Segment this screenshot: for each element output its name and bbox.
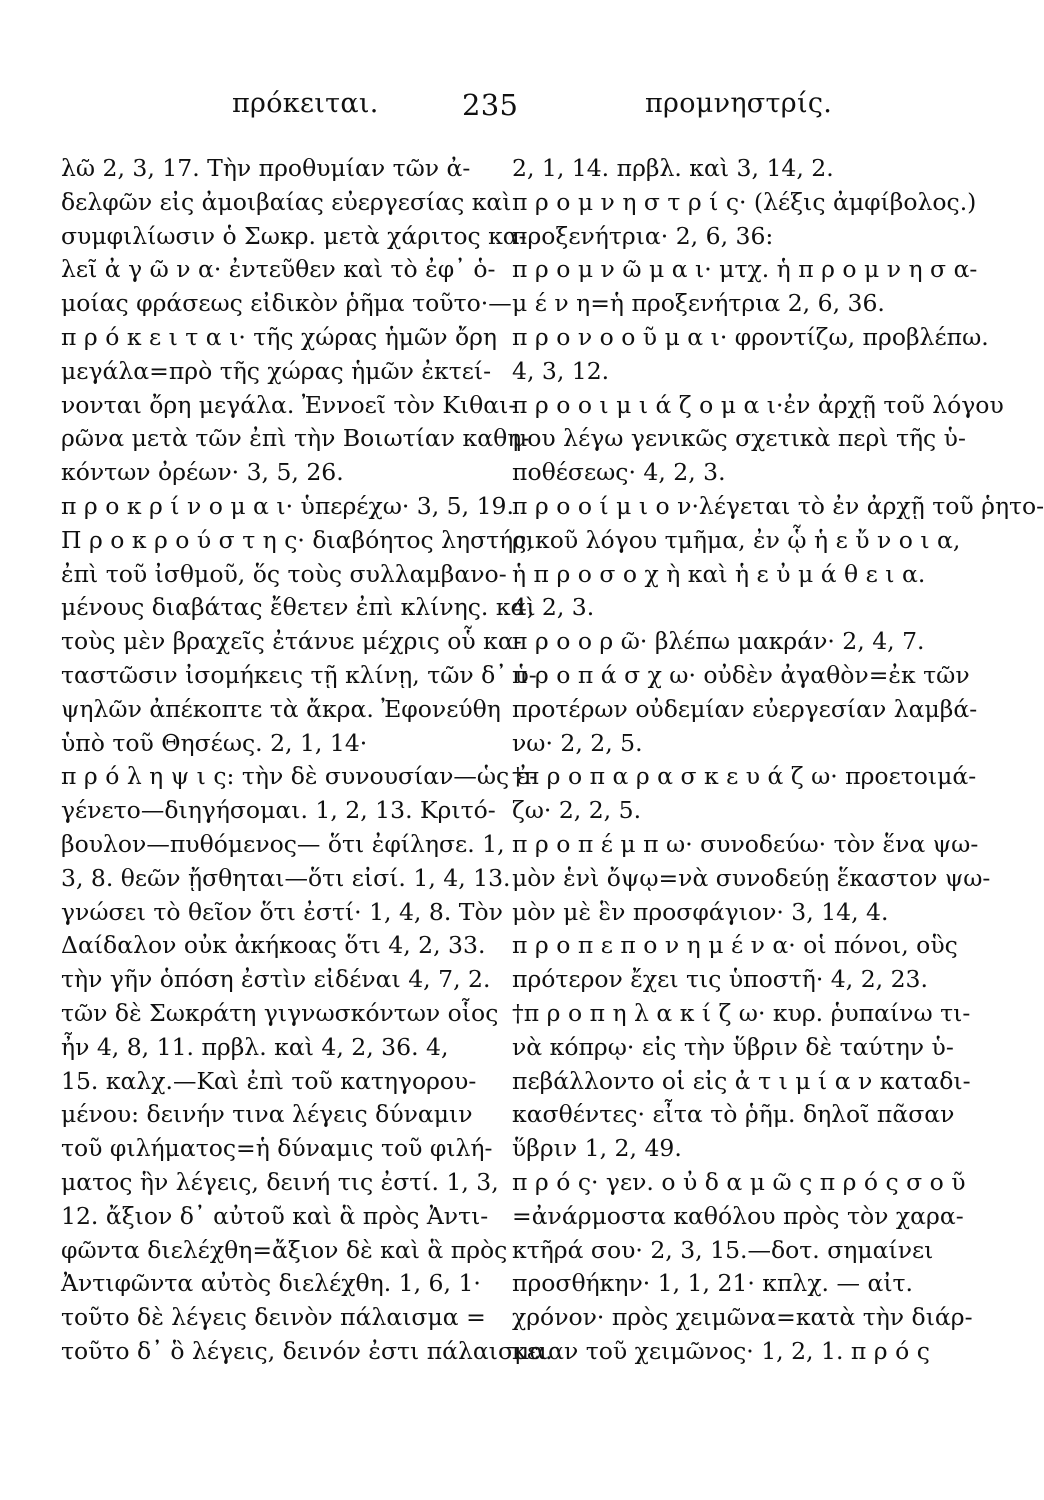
text-line: προξενήτρια· 2, 6, 36:: [512, 221, 774, 250]
text-line: πρότερον ἔχει τις ὑποστῆ· 4, 2, 23.: [512, 965, 928, 994]
text-line: π ρ ο ο ι μ ι ά ζ ο μ α ι·ἐν ἀρχῇ τοῦ λόγου: [512, 390, 1004, 419]
text-line: προτέρων οὐδεμίαν εὐεργεσίαν λαμβά-: [512, 694, 978, 723]
text-line: Ἀντιφῶντα αὐτὸς διελέχθη. 1, 6, 1·: [61, 1269, 481, 1298]
text-line: π ρ ό λ η ψ ι ς: τὴν δὲ συνουσίαν—ὡς ἐ-: [61, 762, 538, 791]
text-line: ποθέσεως· 4, 2, 3.: [512, 458, 726, 487]
text-line: †π ρ ο π α ρ α σ κ ε υ ά ζ ω· προετοιμά-: [512, 762, 977, 791]
left-column: [61, 152, 553, 1369]
text-line: χρόνον· πρὸς χειμῶνα=κατὰ τὴν διάρ-: [512, 1303, 973, 1332]
text-line: δελφῶν εἰς ἀμοιβαίας εὐεργεσίας καὶ: [61, 187, 512, 216]
right-column: [512, 152, 1044, 1369]
text-line: βουλον—πυθόμενος— ὅτι ἐφίλησε. 1,: [61, 829, 505, 858]
text-line: ζω· 2, 2, 5.: [512, 796, 642, 825]
running-head-left-keyword: πρόκειται.: [232, 88, 379, 119]
text-line: κόντων ὀρέων· 3, 5, 26.: [61, 458, 344, 487]
text-line: Π ρ ο κ ρ ο ύ σ τ η ς· διαβόητος ληστής,: [61, 525, 534, 554]
text-line: π ρ ο μ ν η σ τ ρ ί ς· (λέξις ἀμφίβολος.): [512, 187, 977, 216]
text-line: μοίας φράσεως εἰδικὸν ῥῆμα τοῦτο·—: [61, 289, 512, 318]
text-line: φῶντα διελέχθη=ἄξιον δὲ καὶ ἃ πρὸς: [61, 1235, 508, 1264]
text-line: 15. καλχ.—Καὶ ἐπὶ τοῦ κατηγορου-: [61, 1066, 477, 1095]
text-line: =ἀνάρμοστα καθόλου πρὸς τὸν χαρα-: [512, 1201, 964, 1230]
running-head-right-keyword: προμνηστρίς.: [645, 88, 833, 119]
text-line: π ρ ο ο ί μ ι ο ν·λέγεται τὸ ἐν ἀρχῇ τοῦ ῥητο-: [512, 491, 1044, 520]
text-line: νονται ὄρη μεγάλα. Ἐννοεῖ τὸν Κιθαι-: [61, 390, 517, 419]
text-line: 2, 1, 14. πρβλ. καὶ 3, 14, 2.: [512, 154, 834, 182]
page-number: 235: [462, 88, 519, 122]
text-line: π ρ ο μ ν ῶ μ α ι· μτχ. ἡ π ρ ο μ ν η σ α-: [512, 255, 978, 284]
text-line: τοῦτο δ᾿ ὃ λέγεις, δεινόν ἐστι πάλαισμα.: [61, 1336, 553, 1365]
text-line: ἦν 4, 8, 11. πρβλ. καὶ 4, 2, 36. 4,: [61, 1032, 449, 1061]
text-line: πεβάλλοντο οἱ εἰς ἀ τ ι μ ί α ν καταδι-: [512, 1066, 971, 1095]
text-line: π ρ ο π ά σ χ ω· οὐδὲν ἀγαθὸν=ἐκ τῶν: [512, 660, 970, 689]
text-line: τοῦτο δὲ λέγεις δεινὸν πάλαισμα =: [61, 1303, 486, 1332]
text-line: κειαν τοῦ χειμῶνος· 1, 2, 1. π ρ ό ς: [512, 1336, 930, 1365]
text-line: μὸν μὲ ἓν προσφάγιον· 3, 14, 4.: [512, 897, 889, 926]
text-line: ψηλῶν ἀπέκοπτε τὰ ἄκρα. Ἐφονεύθη: [61, 694, 501, 723]
text-line: 3, 8. θεῶν ᾔσθηται—ὅτι εἰσί. 1, 4, 13.: [61, 863, 511, 892]
text-line: τοὺς μὲν βραχεῖς ἐτάνυε μέχρις οὗ κα-: [61, 627, 522, 656]
text-line: προσθήκην· 1, 1, 21· κπλχ. — αἰτ.: [512, 1269, 914, 1298]
text-line: ματος ἣν λέγεις, δεινή τις ἐστί. 1, 3,: [61, 1167, 499, 1196]
text-line: ὕβριν 1, 2, 49.: [512, 1134, 682, 1163]
text-line: π ρ ο ν ο ο ῦ μ α ι· φροντίζω, προβλέπω.: [512, 322, 989, 351]
text-line: ἡ π ρ ο σ ο χ ὴ καὶ ἡ ε ὐ μ ά θ ε ι α.: [512, 559, 926, 588]
text-line: συμφιλίωσιν ὁ Σωκρ. μετὰ χάριτος κα-: [61, 221, 527, 250]
text-line: π ρ ό κ ε ι τ α ι· τῆς χώρας ἡμῶν ὄρη: [61, 322, 498, 351]
text-line: μὸν ἑνὶ ὄψῳ=νὰ συνοδεύῃ ἕκαστον ψω-: [512, 863, 991, 892]
text-line: ρῶνα μετὰ τῶν ἐπὶ τὴν Βοιωτίαν καθη-: [61, 424, 530, 453]
text-line: νω· 2, 2, 5.: [512, 728, 643, 757]
text-line: ὑπὸ τοῦ Θησέως. 2, 1, 14·: [61, 728, 368, 757]
text-line: π ρ ο κ ρ ί ν ο μ α ι· ὑπερέχω· 3, 5, 19.: [61, 491, 514, 520]
text-line: π ρ ό ς· γεν. ο ὐ δ α μ ῶ ς π ρ ό ς σ ο ῦ: [512, 1167, 966, 1196]
text-line: μεγάλα=πρὸ τῆς χώρας ἡμῶν ἐκτεί-: [61, 356, 492, 385]
text-line: λεῖ ἀ γ ῶ ν α· ἐντεῦθεν καὶ τὸ ἐφ᾿ ὁ-: [61, 255, 496, 284]
text-line: π ρ ο π ε π ο ν η μ έ ν α· οἱ πόνοι, οὓς: [512, 931, 958, 960]
text-line: λῶ 2, 3, 17. Τὴν προθυμίαν τῶν ἀ-: [61, 154, 471, 182]
text-line: τοῦ φιλήματος=ἡ δύναμις τοῦ φιλή-: [61, 1134, 493, 1163]
text-line: κτῆρά σου· 2, 3, 15.—δοτ. σημαίνει: [512, 1235, 934, 1264]
text-line: γένετο—διηγήσομαι. 1, 2, 13. Κριτό-: [61, 796, 496, 825]
text-line: †π ρ ο π η λ α κ ί ζ ω· κυρ. ῥυπαίνω τι-: [512, 998, 971, 1027]
text-line: π ρ ο π έ μ π ω· συνοδεύω· τὸν ἕνα ψω-: [512, 829, 979, 858]
text-line: τῶν δὲ Σωκράτη γιγνωσκόντων οἷος: [61, 998, 499, 1027]
text-line: τὴν γῆν ὁπόση ἐστὶν εἰδέναι 4, 7, 2.: [61, 965, 491, 994]
text-line: κασθέντες· εἶτα τὸ ῥῆμ. δηλοῖ πᾶσαν: [512, 1100, 955, 1129]
text-line: μου λέγω γενικῶς σχετικὰ περὶ τῆς ὑ-: [512, 424, 966, 453]
text-line: Δαίδαλον οὐκ ἀκήκοας ὅτι 4, 2, 33.: [61, 931, 486, 960]
text-line: 12. ἄξιον δ᾿ αὐτοῦ καὶ ἃ πρὸς Ἀντι-: [61, 1201, 489, 1230]
text-line: 4, 2, 3.: [512, 593, 595, 622]
text-line: π ρ ο ο ρ ῶ· βλέπω μακράν· 2, 4, 7.: [512, 627, 925, 656]
text-line: ρικοῦ λόγου τμῆμα, ἐν ᾧ ἡ ε ὔ ν ο ι α,: [512, 525, 961, 554]
text-line: ἐπὶ τοῦ ἰσθμοῦ, ὅς τοὺς συλλαμβανο-: [61, 559, 507, 588]
text-line: γνώσει τὸ θεῖον ὅτι ἐστί· 1, 4, 8. Τὸν: [61, 897, 503, 926]
text-line: νὰ κόπρῳ· εἰς τὴν ὕβριν δὲ ταύτην ὑ-: [512, 1032, 954, 1061]
text-line: μένους διαβάτας ἔθετεν ἐπὶ κλίνης. καὶ: [61, 593, 536, 622]
text-line: μένου: δεινήν τινα λέγεις δύναμιν: [61, 1100, 473, 1129]
text-line: ταστῶσιν ἰσομήκεις τῇ κλίνῃ, τῶν δ᾿ ὑ-: [61, 660, 537, 689]
running-head: [0, 88, 985, 128]
text-line: 4, 3, 12.: [512, 356, 610, 385]
text-line: μ έ ν η=ἡ προξενήτρια 2, 6, 36.: [512, 289, 885, 318]
